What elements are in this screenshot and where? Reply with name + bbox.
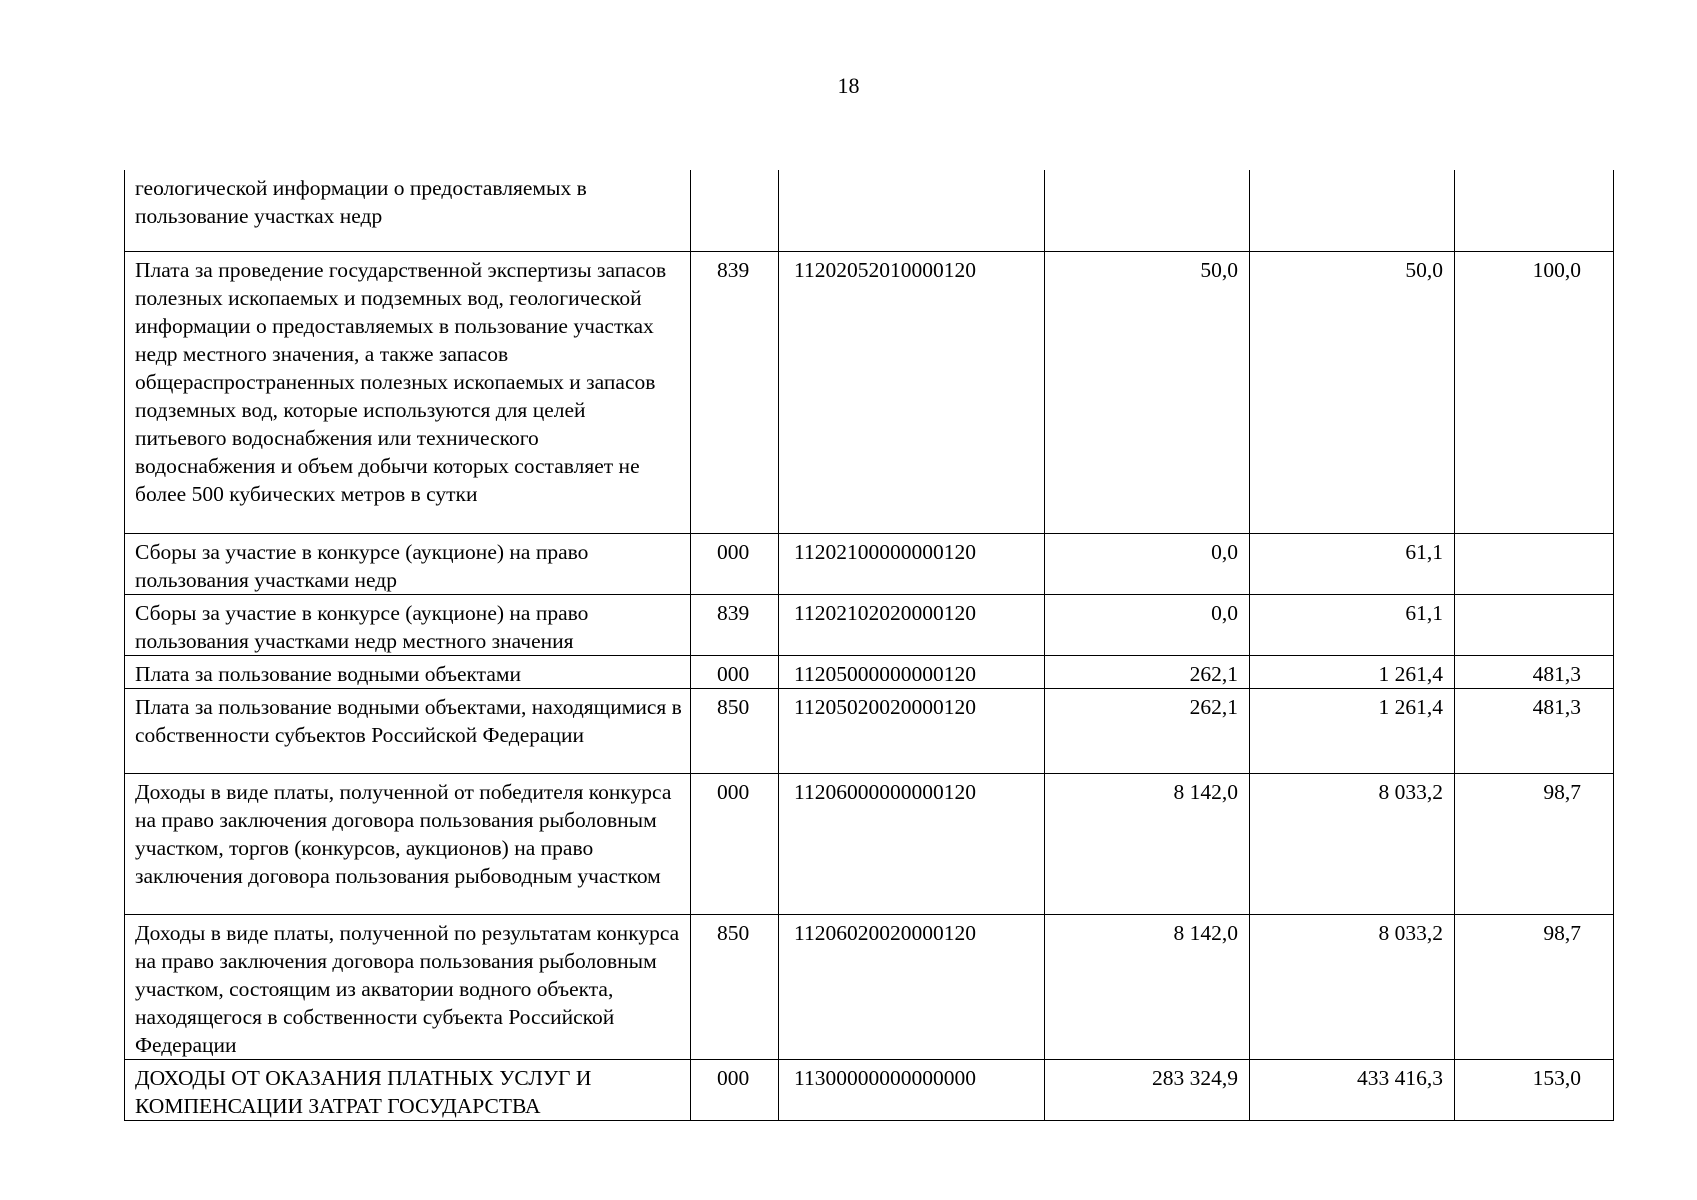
plan-cell	[1045, 533, 1250, 594]
admin-code: 000	[717, 1065, 750, 1090]
plan-cell	[1045, 773, 1250, 914]
revenue-name: Плата за проведение государственной экспертизы запасов полезных ископаемых и подземных вод, геологической информации о предоставляемых в пользование участках недр местного значения, а также запасов общераспространенных полезных ископаемых и запасов подземных вод, которые используются для целей питьевого водоснабжения или технического водоснабжения и объем добычи которых составляет не более 500 кубических метров в сутки	[135, 257, 667, 506]
admin-code: 000	[717, 779, 750, 804]
percent-cell	[1455, 688, 1614, 773]
actual-cell	[1250, 533, 1455, 594]
percent-value: 481,3	[1532, 661, 1581, 686]
actual-value: 8 033,2	[1378, 779, 1443, 804]
table-row	[125, 688, 1614, 773]
percent-cell	[1455, 170, 1614, 251]
admin-code-cell	[691, 170, 779, 251]
revenue-name-cell	[125, 914, 691, 1059]
plan-value: 50,0	[1200, 257, 1238, 282]
revenue-name: Сборы за участие в конкурсе (аукционе) на право пользования участками недр местного значения	[135, 600, 589, 653]
revenue-table	[124, 170, 1614, 1121]
actual-cell	[1250, 251, 1455, 533]
table-row	[125, 170, 1614, 251]
table-row	[125, 773, 1614, 914]
budget-code-cell	[779, 251, 1045, 533]
budget-code: 11206000000000120	[794, 779, 976, 804]
admin-code: 000	[717, 539, 750, 564]
actual-value: 50,0	[1405, 257, 1443, 282]
budget-code-cell	[779, 914, 1045, 1059]
plan-cell	[1045, 655, 1250, 688]
admin-code: 850	[717, 694, 750, 719]
percent-cell	[1455, 533, 1614, 594]
budget-code-cell	[779, 533, 1045, 594]
actual-value: 61,1	[1405, 600, 1443, 625]
percent-cell	[1455, 914, 1614, 1059]
percent-cell	[1455, 1059, 1614, 1120]
percent-cell	[1455, 251, 1614, 533]
percent-value: 98,7	[1543, 920, 1581, 945]
revenue-name-cell	[125, 655, 691, 688]
revenue-name: Доходы в виде платы, полученной от победителя конкурса на право заключения договора пользования рыболовным участком, торгов (конкурсов, аукционов) на право заключения договора пользования рыбоводным участком	[135, 779, 672, 888]
budget-code-cell	[779, 1059, 1045, 1120]
actual-value: 61,1	[1405, 539, 1443, 564]
table-row	[125, 914, 1614, 1059]
percent-value: 481,3	[1532, 694, 1581, 719]
plan-value: 0,0	[1211, 600, 1238, 625]
plan-cell	[1045, 251, 1250, 533]
revenue-name-cell	[125, 688, 691, 773]
percent-value: 100,0	[1532, 257, 1581, 282]
table-row	[125, 655, 1614, 688]
actual-cell	[1250, 1059, 1455, 1120]
plan-cell	[1045, 914, 1250, 1059]
revenue-name: Плата за пользование водными объектами	[135, 661, 521, 686]
plan-value: 0,0	[1211, 539, 1238, 564]
revenue-name: Сборы за участие в конкурсе (аукционе) на право пользования участками недр	[135, 539, 589, 592]
admin-code-cell	[691, 655, 779, 688]
plan-value: 262,1	[1189, 694, 1238, 719]
budget-code: 11205000000000120	[794, 661, 976, 686]
actual-value: 1 261,4	[1378, 661, 1443, 686]
plan-cell	[1045, 1059, 1250, 1120]
actual-value: 8 033,2	[1378, 920, 1443, 945]
plan-cell	[1045, 594, 1250, 655]
budget-code-cell	[779, 688, 1045, 773]
budget-code-cell	[779, 594, 1045, 655]
revenue-name-cell	[125, 251, 691, 533]
table-row	[125, 1059, 1614, 1120]
actual-value: 1 261,4	[1378, 694, 1443, 719]
revenue-name-cell	[125, 773, 691, 914]
admin-code-cell	[691, 914, 779, 1059]
revenue-name-cell	[125, 533, 691, 594]
plan-value: 262,1	[1189, 661, 1238, 686]
plan-value: 283 324,9	[1152, 1065, 1238, 1090]
admin-code-cell	[691, 594, 779, 655]
table-row	[125, 251, 1614, 533]
admin-code-cell	[691, 251, 779, 533]
percent-cell	[1455, 773, 1614, 914]
budget-code-cell	[779, 170, 1045, 251]
revenue-name: геологической информации о предоставляемых в пользование участках недр	[135, 176, 587, 228]
admin-code-cell	[691, 1059, 779, 1120]
budget-code-cell	[779, 655, 1045, 688]
admin-code: 839	[717, 600, 750, 625]
revenue-name-cell	[125, 170, 691, 251]
table-row	[125, 594, 1614, 655]
table-row	[125, 533, 1614, 594]
actual-cell	[1250, 655, 1455, 688]
revenue-name: Доходы в виде платы, полученной по результатам конкурса на право заключения договора пользования рыболовным участком, состоящим из акватории водного объекта, находящегося в собственности субъекта Российской Федерации	[135, 920, 680, 1057]
revenue-name-cell	[125, 594, 691, 655]
plan-cell	[1045, 688, 1250, 773]
budget-code: 11206020020000120	[794, 920, 976, 945]
budget-code: 11205020020000120	[794, 694, 976, 719]
page-number: 18	[837, 73, 860, 98]
actual-cell	[1250, 594, 1455, 655]
budget-code-cell	[779, 773, 1045, 914]
percent-value: 153,0	[1532, 1065, 1581, 1090]
actual-cell	[1250, 914, 1455, 1059]
admin-code: 000	[717, 661, 750, 686]
admin-code-cell	[691, 773, 779, 914]
plan-cell	[1045, 170, 1250, 251]
percent-value: 98,7	[1543, 779, 1581, 804]
budget-code: 11202052010000120	[794, 257, 976, 282]
percent-cell	[1455, 655, 1614, 688]
actual-cell	[1250, 170, 1455, 251]
budget-code: 11202102020000120	[794, 600, 976, 625]
revenue-name: Плата за пользование водными объектами, находящимися в собственности субъектов Российской Федерации	[135, 694, 682, 747]
admin-code: 839	[717, 257, 750, 282]
revenue-name: ДОХОДЫ ОТ ОКАЗАНИЯ ПЛАТНЫХ УСЛУГ И КОМПЕНСАЦИИ ЗАТРАТ ГОСУДАРСТВА	[135, 1065, 592, 1118]
plan-value: 8 142,0	[1173, 920, 1238, 945]
revenue-name-cell	[125, 1059, 691, 1120]
admin-code-cell	[691, 688, 779, 773]
admin-code-cell	[691, 533, 779, 594]
actual-cell	[1250, 773, 1455, 914]
percent-cell	[1455, 594, 1614, 655]
admin-code: 850	[717, 920, 750, 945]
budget-code: 11300000000000000	[794, 1065, 976, 1090]
actual-cell	[1250, 688, 1455, 773]
actual-value: 433 416,3	[1357, 1065, 1443, 1090]
budget-code: 11202100000000120	[794, 539, 976, 564]
plan-value: 8 142,0	[1173, 779, 1238, 804]
